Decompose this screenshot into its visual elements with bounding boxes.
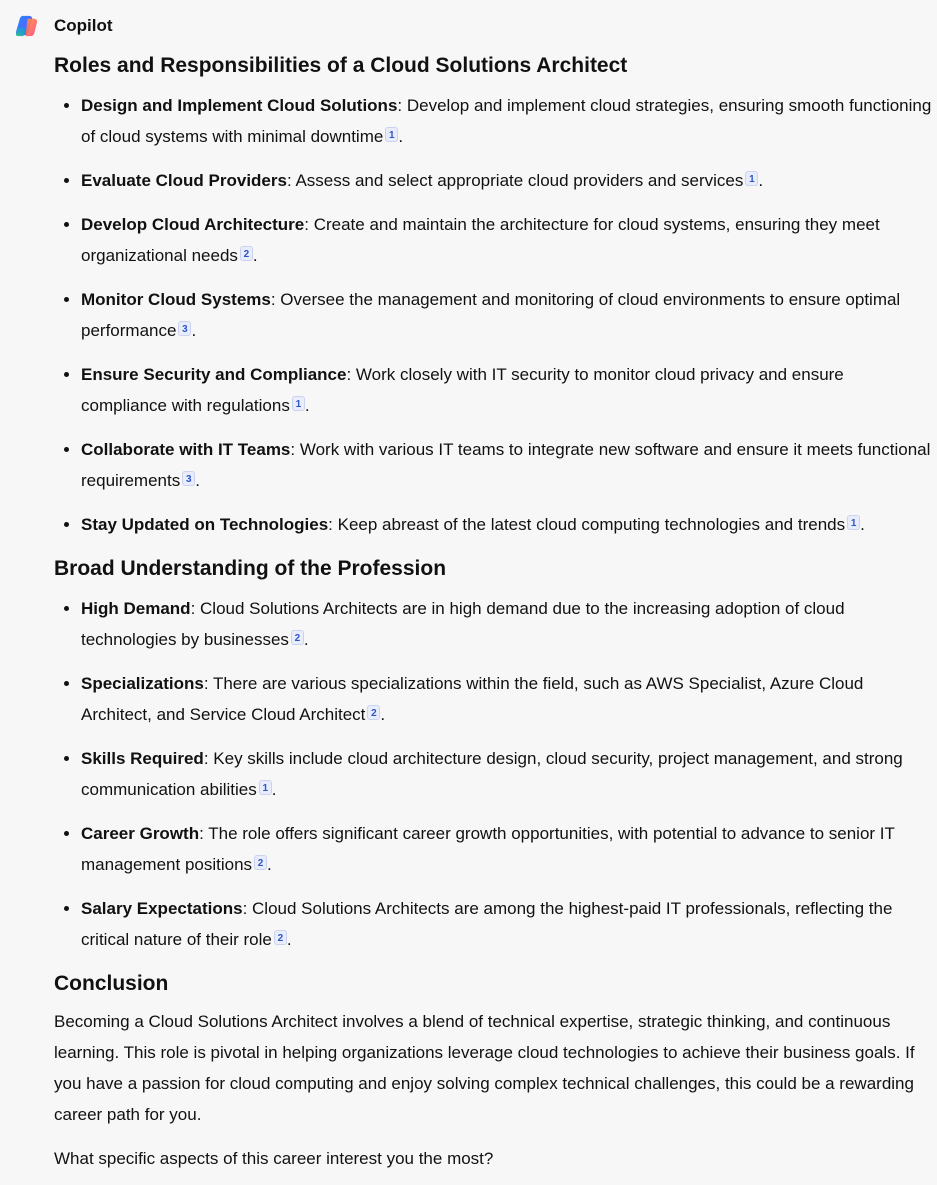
header-title: Copilot xyxy=(54,16,113,35)
list-item xyxy=(81,818,934,880)
item-text: : The role offers significant career growth opportunities, with potential to advance to senior IT management positions xyxy=(81,824,895,874)
citation-badge[interactable]: 2 xyxy=(291,630,304,645)
item-text: : Key skills include cloud architecture design, cloud security, project management, and strong communication abilities xyxy=(81,749,903,799)
list-item xyxy=(81,165,934,196)
follow-up-question: What specific aspects of this career interest you the most? xyxy=(54,1149,494,1168)
item-end: . xyxy=(303,630,309,649)
item-title: Collaborate with IT Teams xyxy=(81,440,291,459)
item-end: . xyxy=(380,705,386,724)
item-end: . xyxy=(195,471,200,490)
citation-badge[interactable]: 1 xyxy=(385,127,398,142)
item-title: Skills Required xyxy=(81,749,204,768)
roles-list xyxy=(54,90,934,540)
list-item xyxy=(81,509,934,540)
list-item xyxy=(81,593,934,655)
item-title: Stay Updated on Technologies xyxy=(81,515,329,534)
item-title: Ensure Security and Compliance xyxy=(81,365,347,384)
citation-badge[interactable]: 3 xyxy=(182,471,195,486)
list-item xyxy=(81,743,934,805)
item-title: Career Growth xyxy=(81,824,200,843)
profession-list xyxy=(54,593,934,955)
section-heading-roles: Roles and Responsibilities of a Cloud Solutions Architect xyxy=(54,54,628,77)
list-item xyxy=(81,434,934,496)
item-end: . xyxy=(860,515,865,534)
list-item xyxy=(81,359,934,421)
item-title: Develop Cloud Architecture xyxy=(81,215,305,234)
citation-badge[interactable]: 1 xyxy=(292,396,305,411)
item-title: Evaluate Cloud Providers xyxy=(81,171,287,190)
item-end: . xyxy=(758,171,764,190)
item-text: : Keep abreast of the latest cloud computing technologies and trends xyxy=(328,515,846,534)
item-end: . xyxy=(304,396,310,415)
item-text: : Create and maintain the architecture for cloud systems, ensuring they meet organizational needs xyxy=(81,215,880,265)
item-text: : Oversee the management and monitoring of cloud environments to ensure optimal performance xyxy=(81,290,901,340)
list-item xyxy=(81,284,934,346)
list-item xyxy=(81,209,934,271)
item-text: : Work closely with IT security to monitor cloud privacy and ensure compliance with regulations xyxy=(81,365,844,415)
item-text: : Cloud Solutions Architects are among the highest-paid IT professionals, reflecting the critical nature of their role xyxy=(81,899,893,949)
item-text: : There are various specializations within the field, such as AWS Specialist, Azure Cloud Architect, and Service Cloud Architect xyxy=(81,674,864,724)
item-title: Specializations xyxy=(81,674,204,693)
section-heading-profession: Broad Understanding of the Profession xyxy=(54,557,447,580)
item-text: : Work with various IT teams to integrate new software and ensure it meets functional requirements xyxy=(81,440,931,490)
citation-badge[interactable]: 1 xyxy=(847,515,860,530)
item-title: Monitor Cloud Systems xyxy=(81,290,271,309)
item-end: . xyxy=(267,855,272,874)
copilot-logo-icon xyxy=(14,13,41,40)
list-item xyxy=(81,668,934,730)
item-end: . xyxy=(252,246,258,265)
item-title: Design and Implement Cloud Solutions xyxy=(81,96,398,115)
citation-badge[interactable]: 3 xyxy=(178,321,191,336)
response-header xyxy=(14,12,113,40)
response-content xyxy=(54,50,934,1174)
item-title: High Demand xyxy=(81,599,191,618)
item-text: : Cloud Solutions Architects are in high demand due to the increasing adoption of cloud technologies by businesses xyxy=(81,599,845,649)
item-end: . xyxy=(271,780,277,799)
citation-badge[interactable]: 2 xyxy=(240,246,253,261)
list-item xyxy=(81,893,934,955)
item-end: . xyxy=(398,127,404,146)
item-end: . xyxy=(191,321,197,340)
list-item xyxy=(81,90,934,152)
item-title: Salary Expectations xyxy=(81,899,243,918)
section-heading-conclusion: Conclusion xyxy=(54,972,169,995)
citation-badge[interactable]: 2 xyxy=(254,855,267,870)
item-text: : Assess and select appropriate cloud providers and services xyxy=(286,171,744,190)
citation-badge[interactable]: 1 xyxy=(259,780,272,795)
conclusion-paragraph: Becoming a Cloud Solutions Architect involves a blend of technical expertise, strategic thinking, and continuous learning. This role is pivotal in helping organizations leverage cloud technologies to achieve their business goals. If you have a passion for cloud computing and enjoy solving complex technical challenges, this could be a rewarding career path for you. xyxy=(54,1012,915,1124)
item-text: : Develop and implement cloud strategies, ensuring smooth functioning of cloud systems with minimal downtime xyxy=(81,96,932,146)
citation-badge[interactable]: 2 xyxy=(274,930,287,945)
item-end: . xyxy=(286,930,292,949)
citation-badge[interactable]: 1 xyxy=(745,171,758,186)
citation-badge[interactable]: 2 xyxy=(367,705,380,720)
